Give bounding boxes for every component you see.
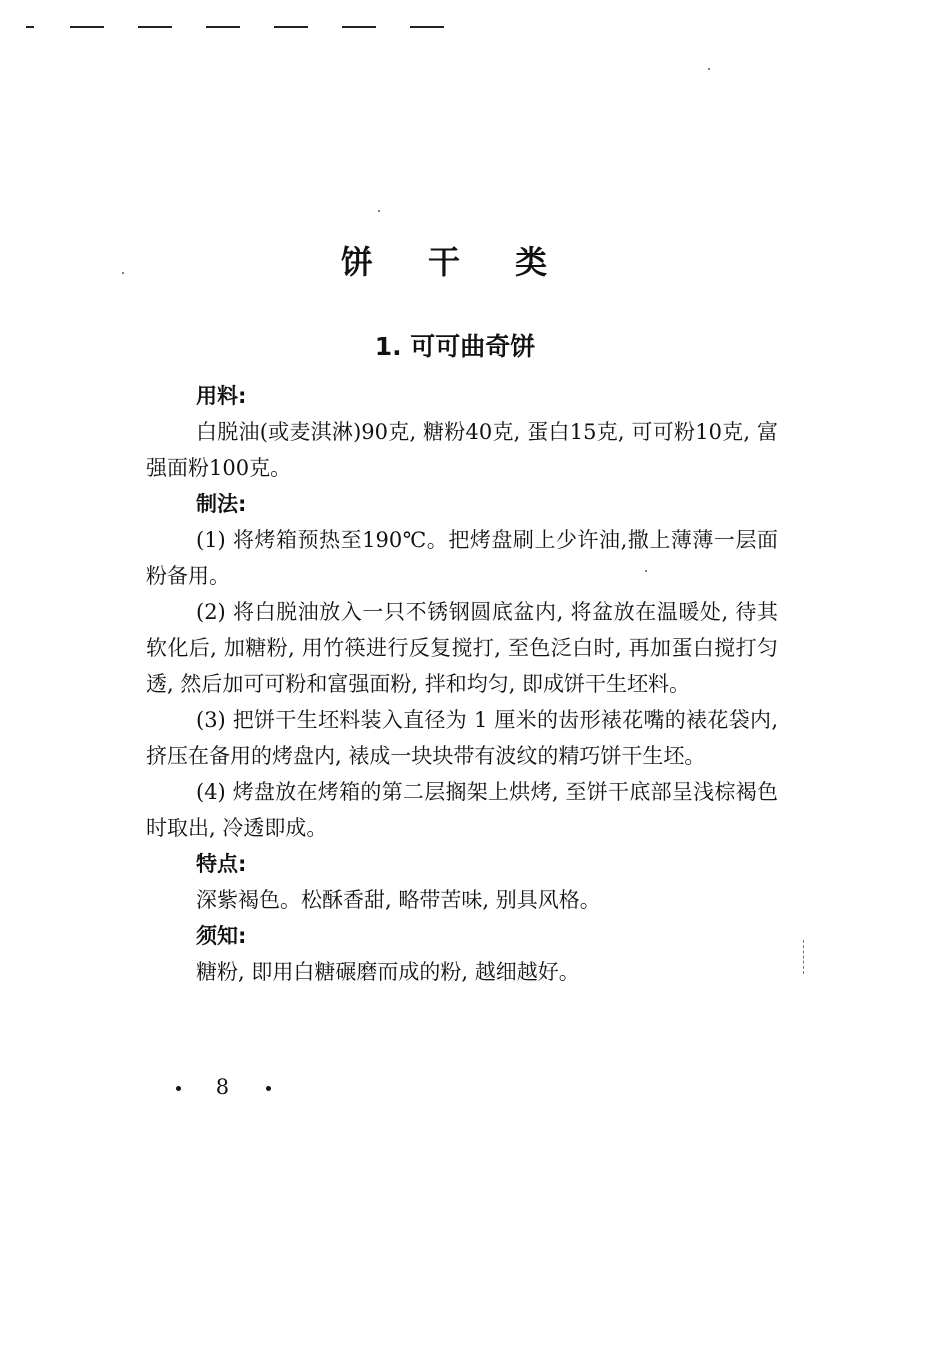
- notes-text: 糖粉, 即用白糖碾磨而成的粉, 越细越好。: [196, 960, 580, 984]
- features-text: 深紫褐色。松酥香甜, 略带苦味, 别具风格。: [196, 888, 601, 912]
- scan-speck: [378, 210, 380, 212]
- ingredients-text: 白脱油(或麦淇淋)90克, 糖粉40克, 蛋白15克, 可可粉10克, 富强面粉100克。: [146, 420, 778, 480]
- margin-mark: [803, 940, 805, 974]
- method-step-2: (2) 将白脱油放入一只不锈钢圆底盆内, 将盆放在温暖处, 待其软化后, 加糖粉, 用竹筷进行反复搅打, 至色泛白时, 再加蛋白搅打匀透, 然后加可可粉和富强面粉, 拌和均匀, 即成饼干生坯料。: [146, 600, 778, 696]
- ingredients-heading: 用料:: [196, 384, 247, 408]
- method-step-3: (3) 把饼干生坯料装入直径为 1 厘米的齿形裱花嘴的裱花袋内, 挤压在备用的烤盘内, 裱成一块块带有波纹的精巧饼干生坯。: [146, 708, 778, 768]
- recipe-title: 1. 可可曲奇饼: [374, 332, 536, 361]
- section-title: 饼 干 类: [340, 243, 570, 281]
- recipe-body: [146, 378, 778, 990]
- page-footer: [176, 1072, 271, 1102]
- method-step-1: (1) 将烤箱预热至190℃。把烤盘刷上少许油,撒上薄薄一层面粉备用。: [146, 528, 778, 588]
- method-heading: 制法:: [196, 492, 247, 516]
- scan-speck: [708, 68, 710, 70]
- method-step-4: (4) 烤盘放在烤箱的第二层搁架上烘烤, 至饼干底部呈浅棕褐色时取出, 冷透即成。: [146, 780, 778, 840]
- bullet-dot: [176, 1086, 181, 1091]
- page-number: 8: [215, 1075, 232, 1099]
- notes-heading: 须知:: [196, 924, 247, 948]
- bullet-dot: [266, 1086, 271, 1091]
- features-heading: 特点:: [196, 852, 247, 876]
